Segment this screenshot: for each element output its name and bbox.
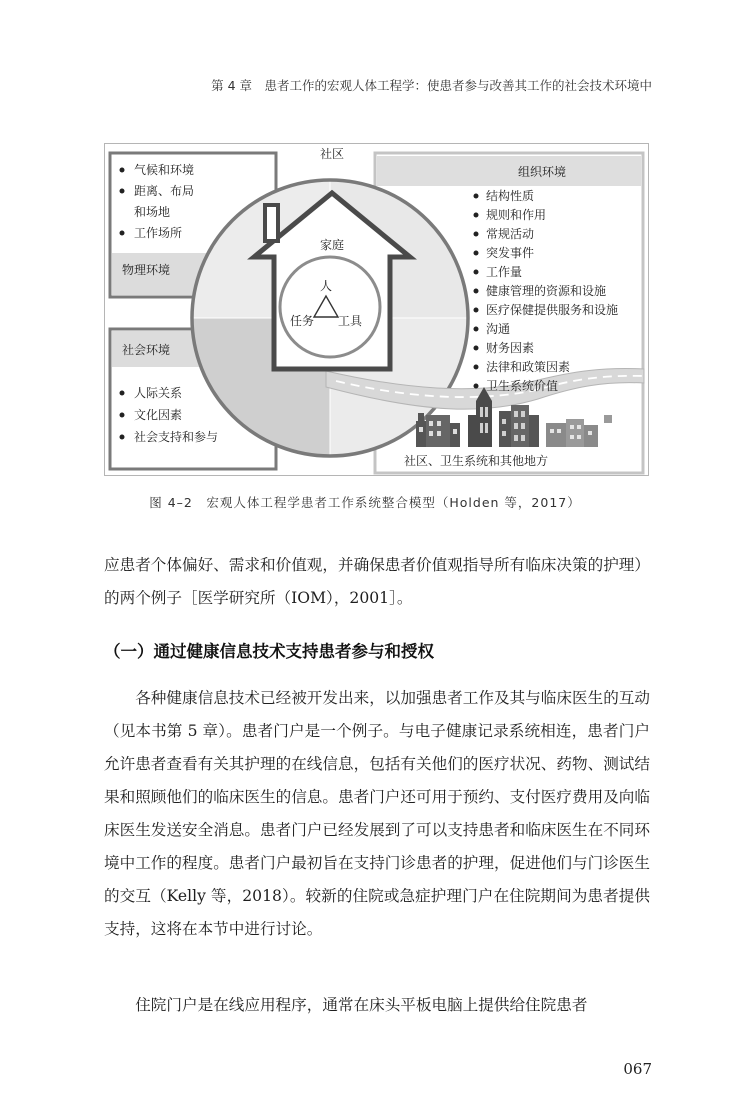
page-number: 067	[623, 1060, 652, 1078]
physical-env-item: 距离、布局	[134, 184, 195, 198]
paragraph-two	[104, 989, 650, 1022]
org-env-item: 卫生系统价值	[486, 379, 559, 393]
paragraph-continued	[104, 549, 650, 615]
org-env-item: 结构性质	[486, 189, 535, 203]
org-env-item: 规则和作用	[486, 208, 547, 222]
social-env-item: 文化因素	[134, 408, 183, 422]
physical-env-title: 物理环境	[122, 263, 171, 277]
social-env-item: 社会支持和参与	[134, 430, 219, 444]
paragraph-text: 各种健康信息技术已经被开发出来，以加强患者工作及其与临床医生的互动（见本书第 5 章）。患者门户是一个例子。与电子健康记录系统相连，患者门户允许患者查看有关其护理的在线信息，包括有关他们的医疗状况、药物、测试结果和照顾他们的临床医生的信息。患者门户还可用于预约、支付医疗费用及向临床医生发送安全消息。患者门户已经发展到了可以支持患者和临床医生在不同环境中工作的程度。患者门户最初旨在支持门诊患者的护理，促进他们与门诊医生的交互（Kelly 等，2018）。较新的住院或急症护理门户在住院期间为患者提供支持，这将在本节中进行讨论。	[104, 689, 650, 938]
org-env-item: 沟通	[486, 322, 511, 336]
section-heading: （一）通过健康信息技术支持患者参与和授权	[104, 642, 434, 661]
home-label: 家庭	[319, 238, 345, 252]
paragraph-text: 应患者个体偏好、需求和价值观，并确保患者价值观指导所有临床决策的护理）的两个例子［医学研究所（IOM），2001］。	[104, 556, 650, 607]
org-env-item: 财务因素	[486, 341, 535, 355]
tool-label: 工具	[337, 314, 363, 328]
person-label: 人	[319, 279, 333, 293]
paragraph-text: 住院门户是在线应用程序，通常在床头平板电脑上提供给住院患者	[135, 996, 588, 1014]
org-env-item: 法律和政策因素	[486, 360, 571, 374]
org-env-item: 工作量	[486, 265, 523, 279]
org-env-item: 健康管理的资源和设施	[486, 284, 607, 298]
bottom-label: 社区、卫生系统和其他地方	[404, 454, 549, 468]
social-env-item: 人际关系	[134, 386, 183, 400]
paragraph-one	[104, 682, 650, 946]
physical-env-item: 和场地	[134, 205, 171, 219]
running-header: 第 4 章 患者工作的宏观人体工程学：使患者参与改善其工作的社会技术环境中	[211, 78, 652, 93]
org-env-item: 突发事件	[486, 246, 535, 260]
physical-env-item: 气候和环境	[134, 163, 195, 177]
figure-caption: 图 4–2 宏观人体工程学患者工作系统整合模型（Holden 等，2017）	[149, 495, 581, 510]
physical-env-item: 工作场所	[134, 226, 183, 240]
org-env-item: 医疗保健提供服务和设施	[486, 303, 619, 317]
figure-macroergonomic-model	[104, 143, 649, 476]
org-env-item: 常规活动	[486, 227, 535, 241]
community-label: 社区	[319, 147, 345, 161]
org-env-title: 组织环境	[517, 165, 567, 179]
person-circle	[280, 257, 380, 357]
social-env-title: 社会环境	[122, 343, 171, 357]
task-label: 任务	[289, 314, 315, 328]
